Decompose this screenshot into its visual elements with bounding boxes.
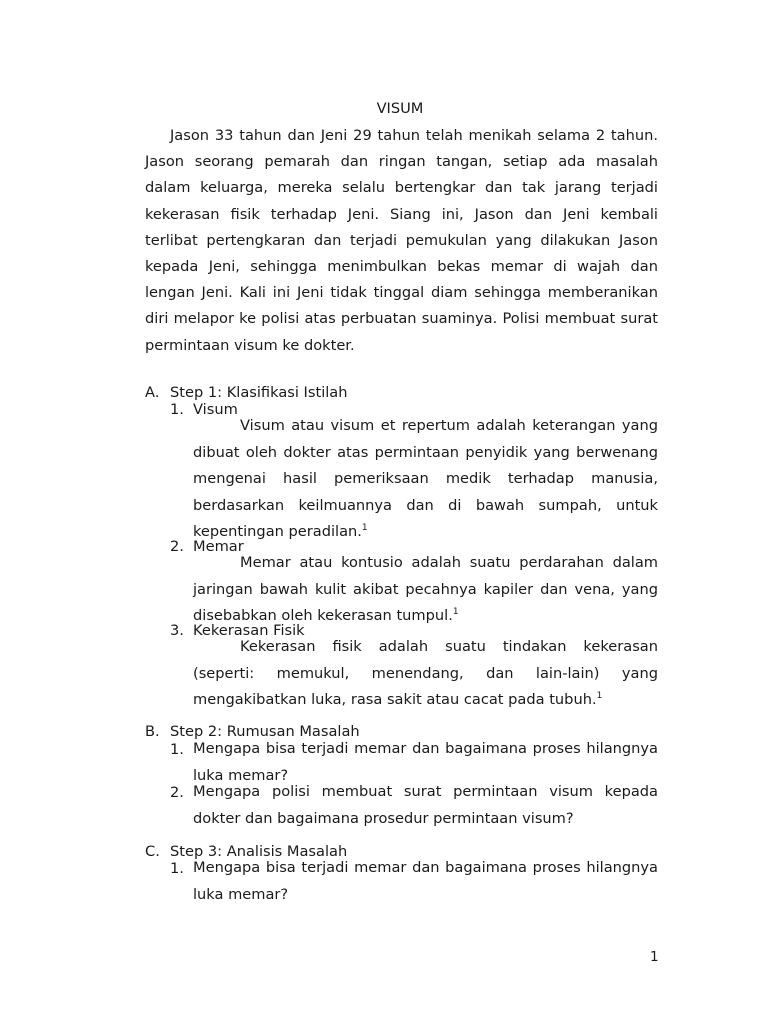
item-a1-definition: [193, 413, 658, 546]
item-b2-text: Mengapa polisi membuat surat permintaan visum kepada dokter dan bagaimana prosedur permintaan visum?: [193, 783, 658, 827]
intro-paragraph: [145, 123, 658, 359]
footnote-ref: 1: [596, 691, 603, 701]
section-b-marker: B.: [145, 723, 160, 740]
section-b-heading: Step 2: Rumusan Masalah: [170, 723, 360, 740]
footnote-ref: 1: [452, 607, 459, 617]
item-c1-text: Mengapa bisa terjadi memar dan bagaimana proses hilangnya luka memar?: [193, 859, 658, 903]
item-c1-number: 1.: [170, 860, 184, 877]
item-a3-term: Kekerasan Fisik: [193, 622, 305, 639]
item-a2-definition: [193, 550, 658, 630]
section-a-heading: Step 1: Klasifikasi Istilah: [170, 384, 348, 401]
item-a1-number: 1.: [170, 401, 184, 418]
item-a2-term: Memar: [193, 538, 244, 555]
document-title: VISUM: [376, 100, 424, 117]
item-a3-number: 3.: [170, 622, 184, 639]
item-b1-number: 1.: [170, 741, 184, 758]
page-number: 1: [650, 949, 659, 965]
footnote-ref: 1: [361, 523, 368, 533]
section-a-marker: A.: [145, 384, 160, 401]
item-a1-term: Visum: [193, 401, 238, 418]
section-c-marker: C.: [145, 843, 160, 860]
item-a3-definition-text: Kekerasan fisik adalah suatu tindakan kekerasan (seperti: memukul, menendang, dan lain-lain) yang mengakibatkan luka, rasa sakit atau cacat pada tubuh.: [193, 638, 658, 708]
item-a3-definition: [193, 634, 658, 714]
item-a2-definition-text: Memar atau kontusio adalah suatu perdarahan dalam jaringan bawah kulit akibat pecahnya kapiler dan vena, yang disebabkan oleh kekerasan tumpul.: [193, 554, 658, 624]
item-a1-definition-text: Visum atau visum et repertum adalah keterangan yang dibuat oleh dokter atas permintaan penyidik yang berwenang mengenai hasil pemeriksaan medik terhadap manusia, berdasarkan keilmuannya dan di bawah sumpah, untuk kepentingan peradilan.: [193, 417, 658, 540]
item-b2-number: 2.: [170, 784, 184, 801]
section-c-heading: Step 3: Analisis Masalah: [170, 843, 348, 860]
item-b1-text: Mengapa bisa terjadi memar dan bagaimana proses hilangnya luka memar?: [193, 740, 658, 784]
intro-text: Jason 33 tahun dan Jeni 29 tahun telah menikah selama 2 tahun. Jason seorang pemarah dan ringan tangan, setiap ada masalah dalam keluarga, mereka selalu bertengkar dan tak jarang terjadi kekerasan fisik terhadap Jeni. Siang ini, Jason dan Jeni kembali terlibat pertengkaran dan terjadi pemukulan yang dilakukan Jason kepada Jeni, sehingga menimbulkan bekas memar di wajah dan lengan Jeni. Kali ini Jeni tidak tinggal diam sehingga memberanikan diri melapor ke polisi atas perbuatan suaminya. Polisi membuat surat permintaan visum ke dokter.: [145, 127, 658, 354]
item-a2-number: 2.: [170, 538, 184, 555]
